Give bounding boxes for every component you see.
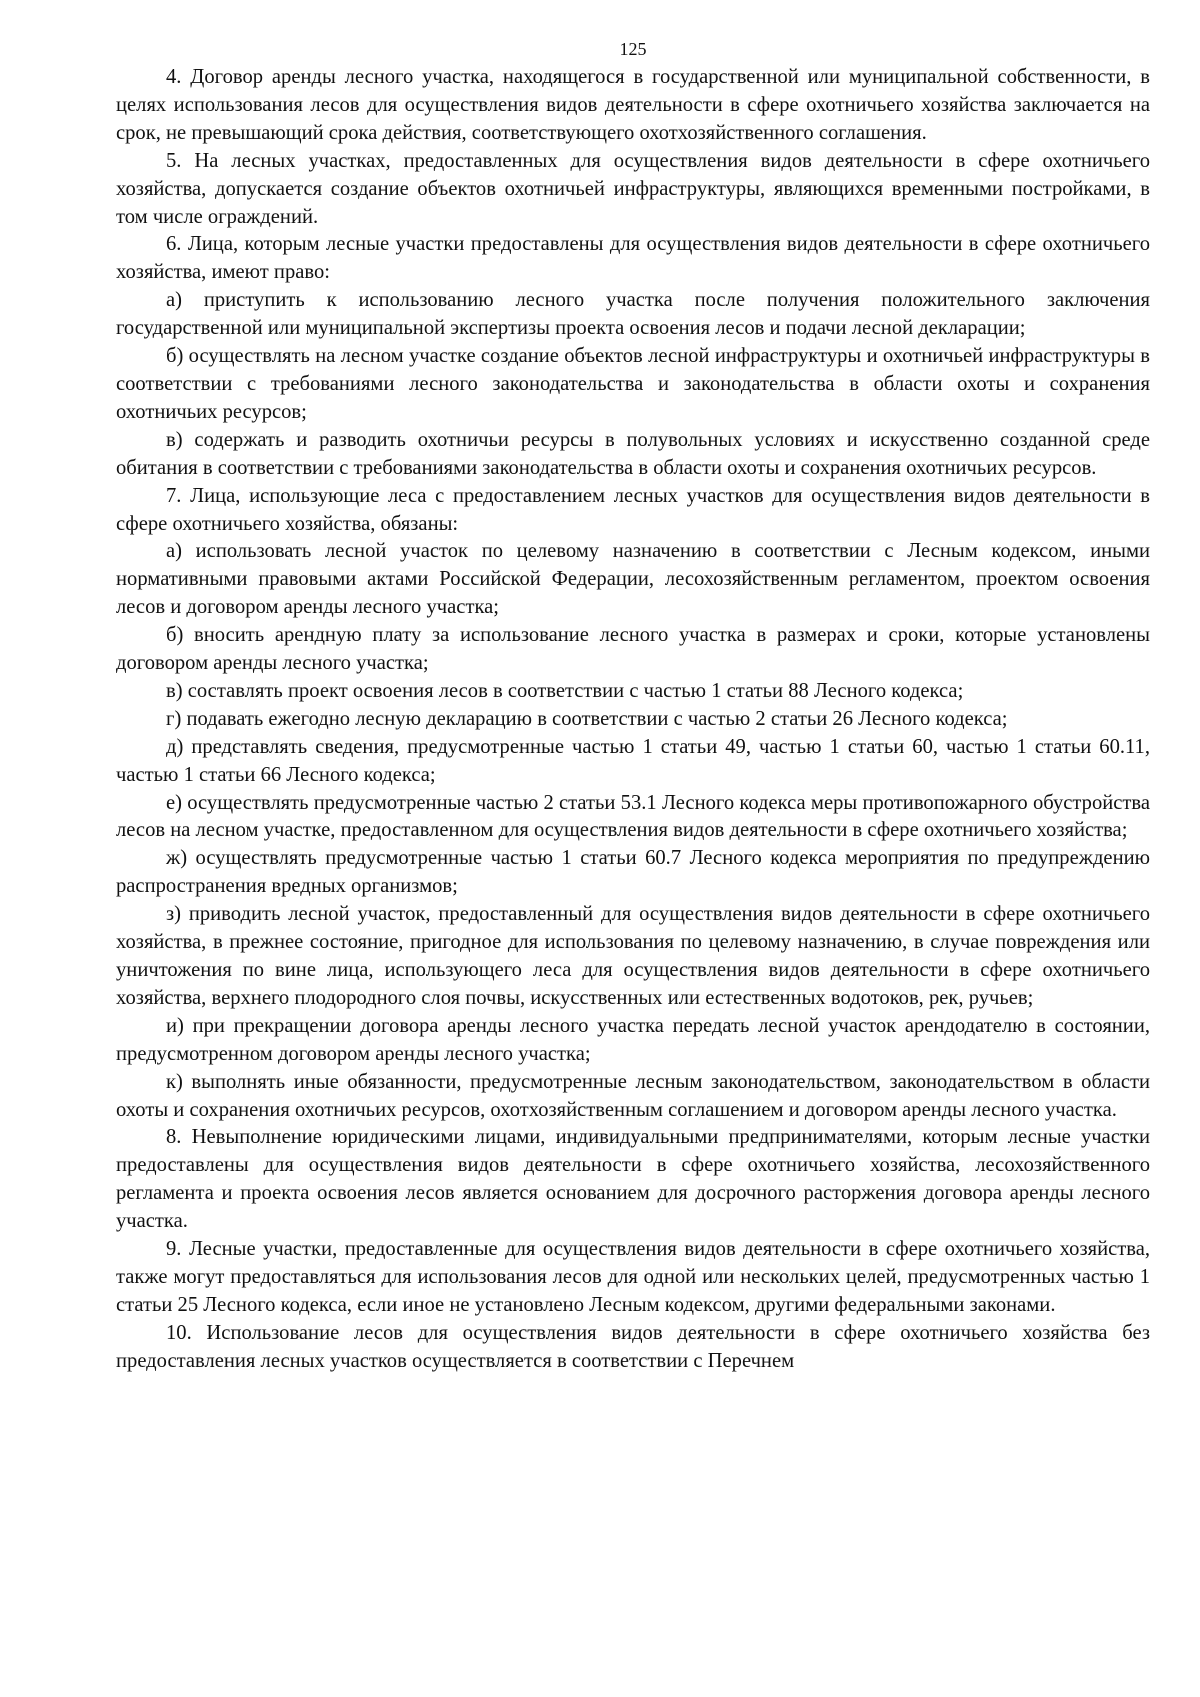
paragraph-7e: е) осуществлять предусмотренные частью 2 статьи 53.1 Лесного кодекса меры противопожарного обустройства лесов на лесном участке, предоставленном для осуществления видов деятельности в сфере охотничьего хозяйства; [116,791,1150,842]
paragraph-5: 5. На лесных участках, предоставленных для осуществления видов деятельности в сфере охотничьего хозяйства, допускается создание объектов охотничьей инфраструктуры, являющихся временными постройками, в том числе ограждений. [116,149,1150,228]
paragraph-6b: б) осуществлять на лесном участке создание объектов лесной инфраструктуры и охотничьей инфраструктуры в соответствии с требованиями лесного законодательства и законодательства в области охоты и сохранения охотничьих ресурсов; [116,345,1150,423]
paragraph-7d: д) представлять сведения, предусмотренные частью 1 статьи 49, частью 1 статьи 60, частью 1 статьи 60.11, частью 1 статьи 66 Лесного кодекса; [116,735,1150,786]
paragraph-7i: и) при прекращении договора аренды лесного участка передать лесной участок арендодателю в состоянии, предусмотренном договором аренды лесного участка; [116,1014,1150,1065]
paragraph-10: 10. Использование лесов для осуществления видов деятельности в сфере охотничьего хозяйства без предоставления лесных участков осуществляется в соответствии с Перечнем [116,1321,1150,1372]
paragraph-7b: б) вносить арендную плату за использование лесного участка в размерах и сроки, которые установлены договором аренды лесного участка; [116,624,1150,675]
paragraph-7a: а) использовать лесной участок по целевому назначению в соответствии с Лесным кодексом, иными нормативными правовыми актами Российской Федерации, лесохозяйственным регламентом, проектом освоения лесов и договором аренды лесного участка; [116,540,1150,619]
paragraph-6: 6. Лица, которым лесные участки предоставлены для осуществления видов деятельности в сфере охотничьего хозяйства, имеют право: [116,233,1150,284]
paragraph-7v: в) составлять проект освоения лесов в соответствии с частью 1 статьи 88 Лесного кодекса; [166,679,964,702]
paragraph-6a: а) приступить к использованию лесного участка после получения положительного заключения государственной или муниципальной экспертизы проекта освоения лесов и подачи лесной декларации; [116,289,1150,340]
page-number: 125 [619,39,647,59]
document-page [116,36,1150,1376]
paragraph-7zh: ж) осуществлять предусмотренные частью 1 статьи 60.7 Лесного кодекса мероприятия по предупреждению распространения вредных организмов; [116,847,1150,898]
paragraph-6v: в) содержать и разводить охотничьи ресурсы в полувольных условиях и искусственно созданной среде обитания в соответствии с требованиями законодательства в области охоты и сохранения охотничьих ресурсов. [116,428,1150,479]
paragraph-7z: з) приводить лесной участок, предоставленный для осуществления видов деятельности в сфере охотничьего хозяйства, в прежнее состояние, пригодное для использования по целевому назначению, в случае повреждения или уничтожения по вине лица, использующего леса для осуществления видов деятельности в сфере охотничьего хозяйства, верхнего плодородного слоя почвы, искусственных или естественных водотоков, рек, ручьев; [116,903,1150,1009]
paragraph-9: 9. Лесные участки, предоставленные для осуществления видов деятельности в сфере охотничьего хозяйства, также могут предоставляться для использования лесов для одной или нескольких целей, предусмотренных частью 1 статьи 25 Лесного кодекса, если иное не установлено Лесным кодексом, другими федеральными законами. [116,1238,1150,1316]
paragraph-4: 4. Договор аренды лесного участка, находящегося в государственной или муниципальной собственности, в целях использования лесов для осуществления видов деятельности в сфере охотничьего хозяйства заключается на срок, не превышающий срока действия, соответствующего охотхозяйственного соглашения. [116,66,1150,144]
paragraph-7g: г) подавать ежегодно лесную декларацию в соответствии с частью 2 статьи 26 Лесного кодекса; [166,707,1008,730]
paragraph-7: 7. Лица, использующие леса с предоставлением лесных участков для осуществления видов деятельности в сфере охотничьего хозяйства, обязаны: [116,484,1150,535]
paragraph-8: 8. Невыполнение юридическими лицами, индивидуальными предпринимателями, которым лесные участки предоставлены для осуществления видов деятельности в сфере охотничьего хозяйства, лесохозяйственного регламента и проекта освоения лесов является основанием для досрочного расторжения договора аренды лесного участка. [116,1126,1150,1233]
paragraph-7k: к) выполнять иные обязанности, предусмотренные лесным законодательством, законодательством в области охоты и сохранения охотничьих ресурсов, охотхозяйственным соглашением и договором аренды лесного участка. [116,1070,1150,1121]
